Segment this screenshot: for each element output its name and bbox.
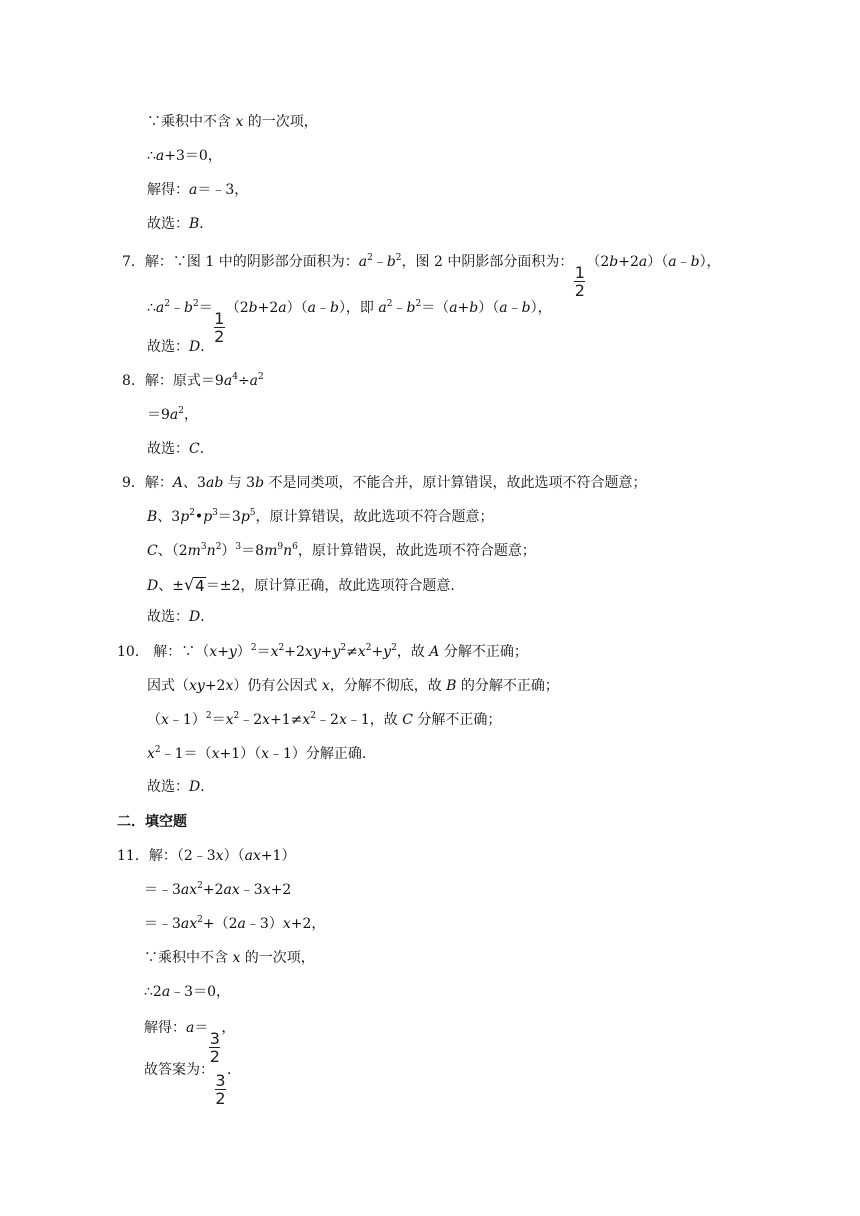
q8-line-2: $=9a^2$，: [147, 406, 199, 423]
q8-line-1: 8．解：原式$=9a^4\div a^2$: [122, 372, 264, 389]
q10-line-2: 因式（xy+2x）仍有公因式 x，分解不彻底，故 B 的分解不正确；: [147, 678, 559, 694]
q6-line-1: ∵乘积中不含 x 的一次项，: [147, 114, 318, 130]
q6-line-2: ∴a+3＝0，: [147, 148, 222, 164]
fraction-three-halves: $\frac{3}{2}$: [209, 1029, 220, 1066]
fraction-one-half-2: $\frac{1}{2}$: [214, 309, 225, 346]
q10-line-4: $x^2﹣1=(x+1)(x﹣1)$分解正确．: [147, 745, 376, 762]
q10-line-3: $(x﹣1)^2=x^2﹣2x+1\ne x^2﹣2x﹣1$，故 C 分解不正确；: [147, 711, 502, 728]
q11-answer: 故答案为： $\frac{3}{2}$ ．: [144, 1062, 241, 1108]
q11-line-5: ∴2a﹣3＝0，: [144, 984, 231, 1000]
q7-line-1: 7．解：∵图 1 中的阴影部分面积为：$a^2﹣b^2$，图 2 中阴影部分面积为： $\frac{1}{2}$ （2b+2a）（a﹣b），: [122, 253, 721, 300]
q10-answer: 故选：D．: [147, 779, 215, 795]
q6-answer: 故选：B．: [147, 216, 214, 232]
q11-line-2: $=﹣3ax^2+2ax﹣3x+2$: [144, 881, 292, 898]
sqrt-symbol: √ 4: [183, 575, 205, 595]
q7-answer: 故选：D．: [147, 339, 215, 355]
fraction-three-halves-2: $\frac{3}{2}$: [215, 1071, 226, 1108]
q8-answer: 故选：C．: [147, 441, 214, 457]
q11-line-3: $=﹣3ax^2+(2a﹣3)x+2$，: [144, 915, 326, 932]
q7-line-2: $\therefore a^2﹣b^2=$ $\frac{1}{2}$ （2b+2a）（a﹣b），即 $a^2﹣b^2=(a+b)(a﹣b)$，: [147, 299, 552, 346]
q9-answer: 故选：D．: [147, 609, 215, 625]
section-title: 二．填空题: [117, 814, 187, 830]
q9-line-c: C、$(2m^3n^2)^3=8m^9n^6$，原计算错误，故此选项不符合题意；: [147, 542, 536, 559]
q11-line-6: 解得：a＝ $\frac{3}{2}$ ，: [144, 1020, 236, 1066]
q6-line-3: 解得：a＝﹣3，: [147, 182, 249, 198]
q11-line-1: 11．解：（2﹣3x）（ax+1）: [117, 848, 296, 864]
q9-line-b: B、$3p^2•p^3=3p^5$，原计算错误，故此选项不符合题意；: [147, 508, 494, 525]
q9-line-a: 9．解：A、3ab 与 3b 不是同类项，不能合并，原计算错误，故此选项不符合题意；: [122, 475, 647, 491]
q10-line-1: 10． 解：$\because(x+y)^2=x^2+2xy+y^2\ne x^2+y^2$，故 A 分解不正确；: [117, 643, 528, 660]
q11-line-4: ∵乘积中不含 x 的一次项，: [144, 950, 315, 966]
q9-line-d: D、± √ 4 ＝±2，原计算正确，故此选项符合题意．: [147, 575, 465, 595]
fraction-one-half: $\frac{1}{2}$: [574, 263, 585, 300]
